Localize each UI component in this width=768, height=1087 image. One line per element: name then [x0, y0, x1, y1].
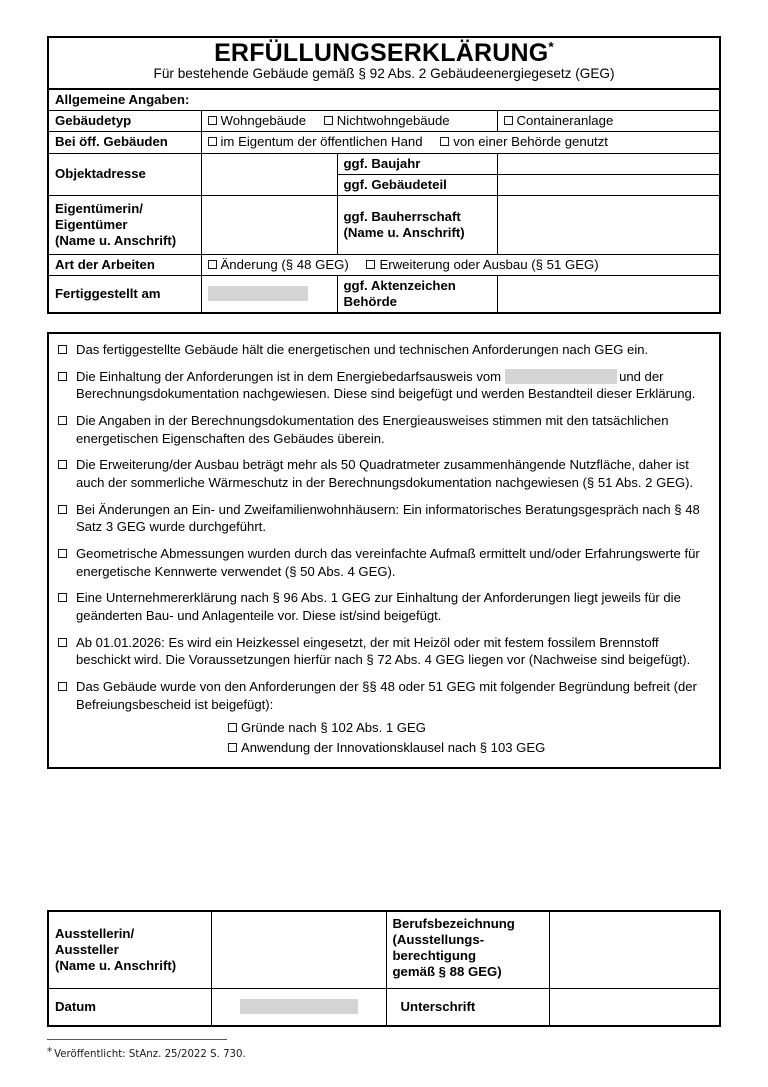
checkbox-icon[interactable] [58, 372, 67, 381]
page-subtitle: Für bestehende Gebäude gemäß § 92 Abs. 2 Gebäudeenergiegesetz (GEG) [153, 66, 615, 82]
label-fertiggestellt-am: Fertiggestellt am [49, 275, 201, 312]
checkbox-wohngebaeude[interactable] [208, 113, 307, 129]
checkbox-im-eigentum-oeffentlichen-hand[interactable] [208, 134, 423, 150]
label-bauherrschaft [337, 195, 497, 254]
checkbox-nichtwohngebaeude[interactable] [324, 113, 450, 129]
date-fill-field[interactable] [208, 286, 308, 301]
declaration-item[interactable] [57, 545, 711, 580]
label-objektadresse: Objektadresse [49, 153, 201, 195]
declaration-text: Die Erweiterung/der Ausbau beträgt mehr als 50 Quadratmeter zusammenhängende Nutzfläche, daher ist auch der sommerliche Wärmeschutz in der Berechnungsdokumentation nachgewiesen (§ 51 Abs. 2 GEG). [76, 457, 694, 491]
row-work-type [49, 254, 719, 275]
label-line: (Ausstellungs- [392, 932, 485, 948]
input-objektadresse[interactable] [201, 153, 337, 195]
input-unterschrift[interactable] [549, 989, 719, 1026]
label-line: Eigentümer [55, 216, 128, 232]
input-gebaeudeteil[interactable] [497, 174, 719, 195]
input-aktenzeichen[interactable] [497, 275, 719, 312]
label-public-buildings: Bei öff. Gebäuden [49, 132, 201, 153]
checkbox-aenderung[interactable] [208, 257, 349, 273]
checkbox-erweiterung-ausbau[interactable] [366, 257, 598, 273]
checkbox-label: von einer Behörde genutzt [453, 134, 608, 150]
checkbox-icon[interactable] [58, 593, 67, 602]
footnote-marker: * [47, 1047, 53, 1058]
row-address-year [49, 153, 719, 174]
label-building-type: Gebäudetyp [49, 111, 201, 132]
checkbox-icon[interactable] [58, 638, 67, 647]
field-work-type-options [201, 254, 719, 275]
declaration-item[interactable] [57, 501, 711, 536]
declarations-box [47, 332, 721, 769]
date-fill-field[interactable] [240, 999, 358, 1014]
label-unterschrift: Unterschrift [386, 989, 549, 1026]
checkbox-icon[interactable] [504, 116, 513, 125]
declaration-text-before: Die Einhaltung der Anforderungen ist in dem Energiebedarfsausweis vom [76, 368, 502, 384]
label-line: Eigentümerin/ [55, 200, 143, 216]
footnote-divider [47, 1039, 227, 1040]
checkbox-icon[interactable] [366, 260, 375, 269]
checkbox-icon[interactable] [228, 743, 237, 752]
declaration-item[interactable] [57, 341, 711, 359]
label-line: berechtigung [392, 948, 477, 964]
row-public-buildings [49, 132, 719, 153]
checkbox-icon[interactable] [58, 345, 67, 354]
checkbox-von-behoerde-genutzt[interactable] [440, 134, 608, 150]
checkbox-innovationsklausel-103[interactable] [228, 738, 711, 758]
section-heading: Allgemeine Angaben: [49, 89, 719, 111]
label-aktenzeichen: ggf. Aktenzeichen Behörde [337, 275, 497, 312]
row-completion [49, 275, 719, 312]
general-information-block [47, 36, 721, 314]
label-eigentuemer [49, 195, 201, 254]
declaration-text: Die Angaben in der Berechnungsdokumentation des Energieausweises stimmen mit den tatsächlichen energetischen Eigenschaften des Gebäudes überein. [76, 413, 669, 446]
label-line: Aussteller [55, 941, 119, 957]
checkbox-gruende-102[interactable] [228, 718, 711, 738]
checkbox-icon[interactable] [58, 416, 67, 425]
checkbox-icon[interactable] [58, 549, 67, 558]
declaration-text: Geometrische Abmessungen wurden durch das vereinfachte Aufmaß ermittelt und/oder Erfahrungswerte für energetische Kennwerte verwendet (§ 50 Abs. 4 GEG). [76, 546, 700, 579]
input-berufsbezeichnung[interactable] [549, 912, 719, 989]
declaration-text: Eine Unternehmererklärung nach § 96 Abs. 1 GEG zur Einhaltung der Anforderungen liegt jeweils für die geänderten Bau- und Anlagenteile vor. Diese ist/sind beigefügt. [76, 590, 681, 624]
label-gebaeudeteil: ggf. Gebäudeteil [337, 174, 497, 195]
checkbox-label: Containeranlage [516, 113, 614, 129]
label-line: (Name u. Anschrift) [55, 958, 177, 974]
checkbox-label: Erweiterung oder Ausbau (§ 51 GEG) [379, 256, 599, 272]
label-baujahr: ggf. Baujahr [337, 153, 497, 174]
certificate-date-field[interactable] [505, 369, 617, 384]
checkbox-label: im Eigentum der öffentlichen Hand [220, 134, 423, 150]
row-date-signature [49, 989, 719, 1026]
field-public-buildings-options [201, 132, 719, 153]
checkbox-icon[interactable] [208, 137, 217, 146]
section-heading-row [49, 89, 719, 111]
row-building-type [49, 111, 719, 132]
title-cell [49, 38, 719, 89]
title-row [49, 38, 719, 89]
declaration-item[interactable] [57, 634, 711, 669]
declaration-text: Das Gebäude wurde von den Anforderungen der §§ 48 oder 51 GEG mit folgender Begründung befreit (der Befreiungsbescheid ist beigefügt): [76, 679, 697, 712]
label-aussteller [49, 912, 211, 989]
declaration-item[interactable] [57, 456, 711, 491]
footnote [47, 1047, 246, 1060]
declaration-item[interactable] [57, 589, 711, 624]
general-information-table [49, 38, 719, 312]
checkbox-label: Änderung (§ 48 GEG) [220, 256, 349, 272]
label-berufsbezeichnung [386, 912, 549, 989]
declaration-item[interactable] [57, 412, 711, 447]
checkbox-icon[interactable] [58, 460, 67, 469]
input-bauherrschaft[interactable] [497, 195, 719, 254]
declaration-sub-options [76, 718, 711, 757]
declaration-text: Ab 01.01.2026: Es wird ein Heizkessel eingesetzt, der mit Heizöl oder mit festem fossilem Brennstoff beschickt wird. Die Voraussetzungen hierfür nach § 72 Abs. 4 GEG liegen vor (Nachweise sind beigefügt). [76, 634, 691, 668]
declaration-text: Das fertiggestellte Gebäude hält die energetischen und technischen Anforderungen nach GEG ein. [76, 342, 649, 357]
label-line: ggf. Bauherrschaft [343, 208, 461, 224]
checkbox-label: Wohngebäude [220, 113, 307, 129]
label-line: (Name u. Anschrift) [55, 232, 177, 248]
checkbox-icon[interactable] [58, 682, 67, 691]
field-building-type-container [497, 111, 719, 132]
input-eigentuemer[interactable] [201, 195, 337, 254]
checkbox-label: Nichtwohngebäude [336, 113, 450, 129]
input-datum[interactable] [211, 989, 386, 1026]
checkbox-containeranlage[interactable] [504, 113, 614, 129]
checkbox-icon[interactable] [440, 137, 449, 146]
row-owner [49, 195, 719, 254]
signature-table [49, 912, 719, 1025]
checkbox-label: Gründe nach § 102 Abs. 1 GEG [241, 720, 426, 736]
checkbox-icon[interactable] [208, 116, 217, 125]
row-issuer [49, 912, 719, 989]
title-footnote-marker: * [548, 39, 554, 55]
input-baujahr[interactable] [497, 153, 719, 174]
signature-block [47, 910, 721, 1027]
input-fertiggestellt-am[interactable] [201, 275, 337, 312]
checkbox-icon[interactable] [208, 260, 217, 269]
label-line: Berufsbezeichnung [392, 916, 515, 931]
checkbox-icon[interactable] [58, 505, 67, 514]
label-art-der-arbeiten: Art der Arbeiten [49, 254, 201, 275]
input-aussteller[interactable] [211, 912, 386, 989]
footnote-text: Veröffentlicht: StAnz. 25/2022 S. 730. [54, 1049, 246, 1060]
checkbox-icon[interactable] [228, 723, 237, 732]
field-building-type-options [201, 111, 497, 132]
declaration-text: Bei Änderungen an Ein- und Zweifamilienwohnhäusern: Ein informatorisches Beratungsgespräch nach § 48 Satz 3 GEG wurde durchgeführt. [76, 501, 700, 535]
label-datum: Datum [49, 989, 211, 1026]
label-line: gemäß § 88 GEG) [392, 964, 502, 980]
label-line: (Name u. Anschrift) [343, 224, 465, 240]
declaration-item[interactable] [57, 678, 711, 758]
checkbox-icon[interactable] [324, 116, 333, 125]
checkbox-label: Anwendung der Innovationsklausel nach § 103 GEG [241, 740, 546, 756]
declaration-text-after: und der Berechnungsdokumentation nachgewiesen. Diese sind beigefügt und werden Bestandteil dieser Erklärung. [76, 368, 696, 402]
label-line: Ausstellerin/ [55, 925, 135, 941]
page-title: ERFÜLLUNGSERKLÄRUNG* [214, 39, 554, 67]
declaration-item[interactable] [57, 368, 711, 403]
